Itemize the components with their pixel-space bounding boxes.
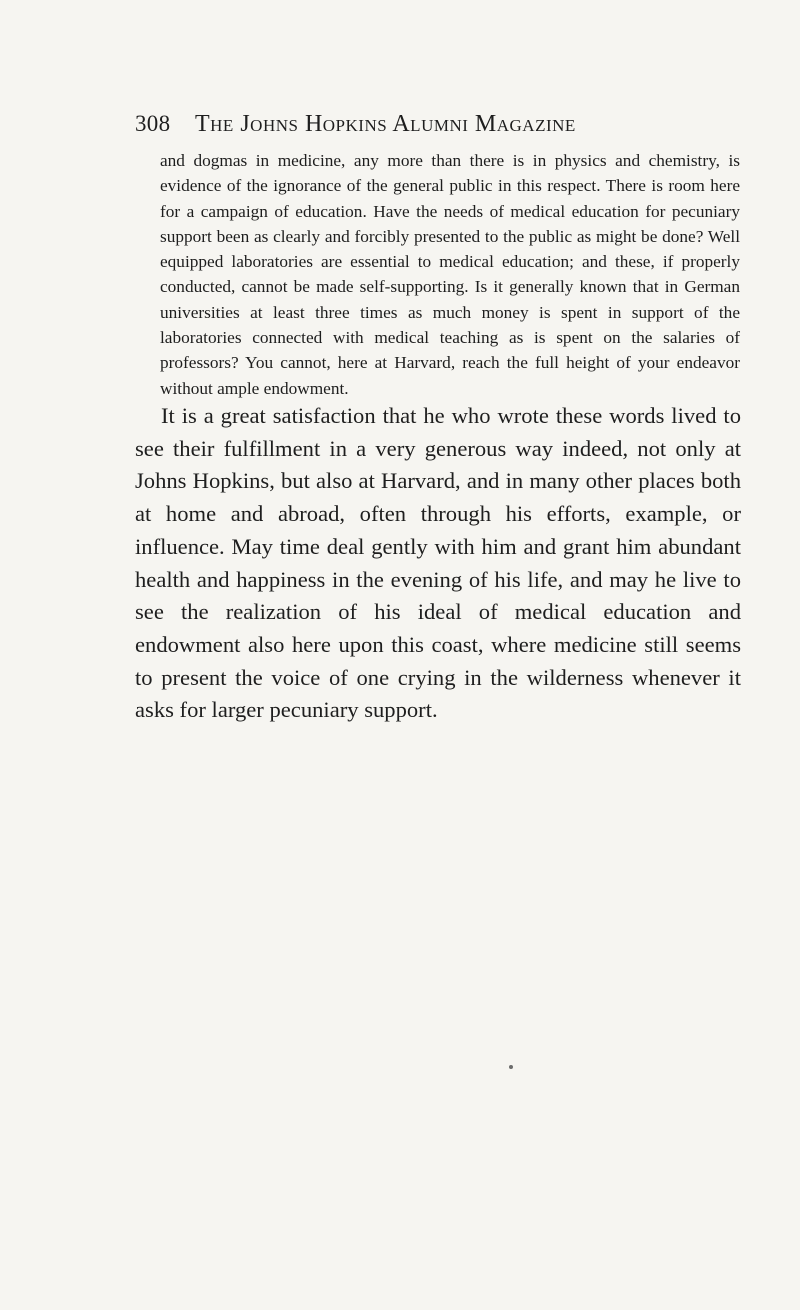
running-header bbox=[135, 111, 755, 138]
quoted-passage: and dogmas in medicine, any more than there is in physics and chemistry, is evidence of the ignorance of the general public in this respect. There is room here for a campaign of education. Have the needs of medical education for pecuniary support been as clearly and forcibly presented to the public as might be done? Well equipped laboratories are essential to medical education; and these, if properly conducted, cannot be made self-supporting. Is it generally known that in German universities at least three times as much money is spent in support of the laboratories connected with medical teaching as is spent on the salaries of professors? You cannot, here at Harvard, reach the full height of your endeavor without ample endowment. bbox=[160, 151, 740, 398]
running-title: The Johns Hopkins Alumni Magazine bbox=[195, 111, 576, 137]
page-number: 308 bbox=[135, 111, 171, 136]
print-speck bbox=[509, 1065, 513, 1069]
body-paragraph: It is a great satisfaction that he who wrote these words lived to see their fulfillment in a very generous way indeed, not only at Johns Hopkins, but also at Harvard, and in many other places both at home and abroad, often through his efforts, example, or influence. May time deal gently with him and grant him abundant health and happiness in the evening of his life, and may he live to see the realization of his ideal of medical education and endowment also here upon this coast, where medicine still seems to present the voice of one crying in the wilderness whenever it asks for larger pecuniary support. bbox=[135, 403, 741, 723]
